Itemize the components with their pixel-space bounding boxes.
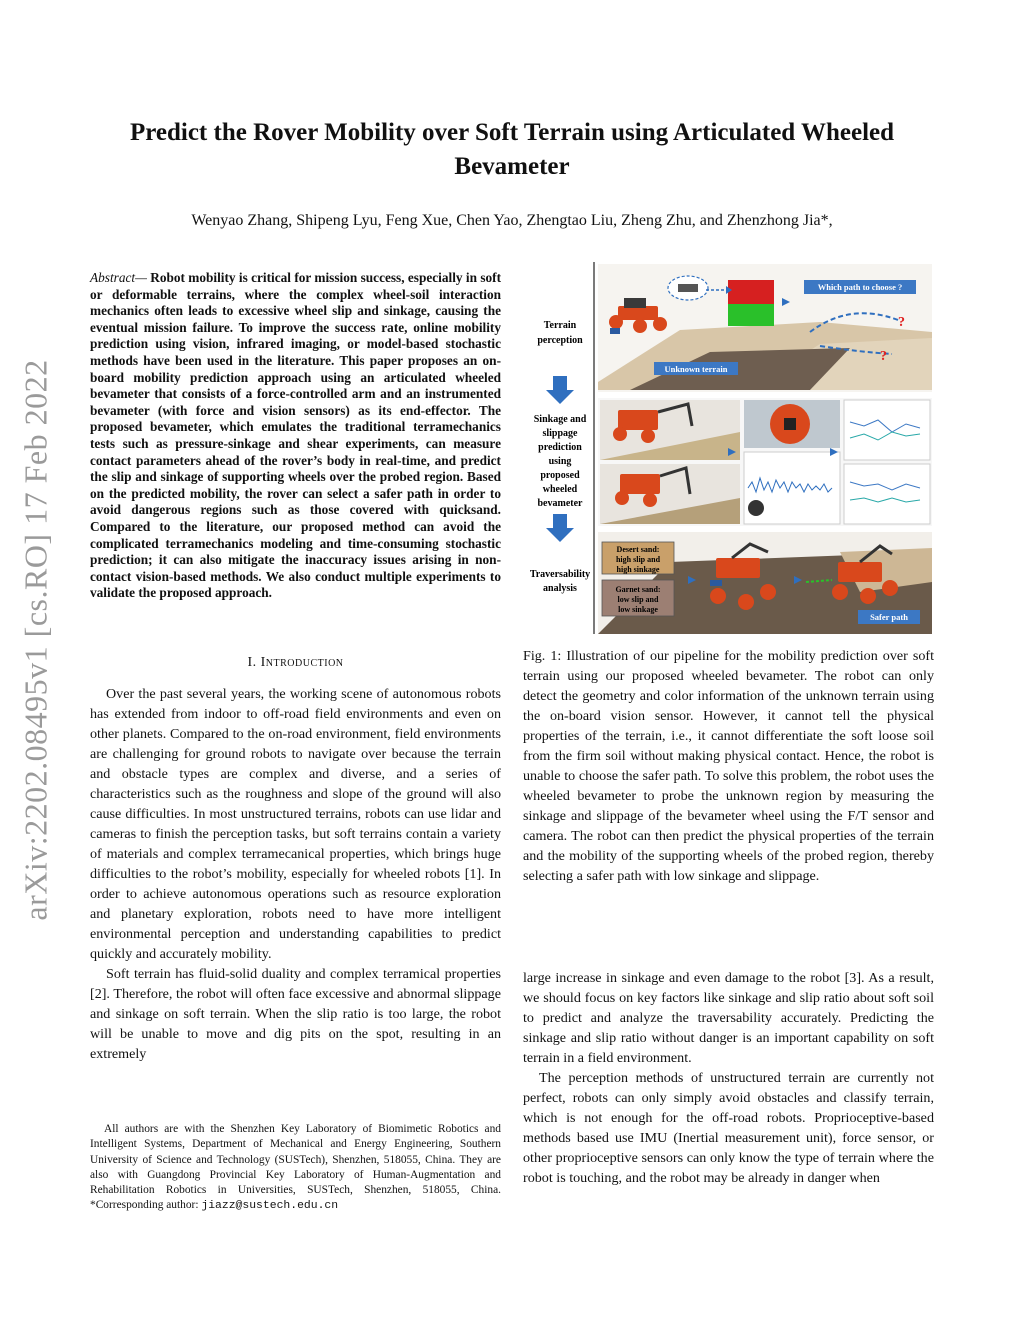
- section-number: I.: [247, 655, 257, 670]
- abstract-label: Abstract: [90, 270, 136, 285]
- abstract: Abstract— Robot mobility is critical for mission success, especially in soft or deformable terrains, where the complex wheel-soil interaction mechanics often leads to excessive wheel slip and sinkage, causing the eventual mission failure. To improve the success rate, online mobility prediction using vision, infrared imaging, or model-based stochastic methods have been used in the literature. This paper proposes an on-board mobility prediction approach using an articulated wheeled bevameter that consists of a force-controlled arm and an instrumented bevameter (with force and vision sensors) as its end-effector. The proposed bevameter, which emulates the traditional terramechanics tests such as pressure-sinkage and shear experiments, can measure contact parameters ahead of the rover’s body in real-time, and predict the slip and sinkage of supporting wheels over the probed region. Based on the predicted mobility, the rover can select a safer path in order to avoid dangerous regions such as those covered with quicksand. Compared to the literature, our proposed method can avoid the complicated terramechanics modeling and time-consuming stochastic prediction; it can also mitigate the inaccuracy issues arising in non-contact vision-based methods. We also conduct multiple experiments to validate the proposed approach.: [90, 270, 501, 601]
- label-desert-sand: Desert sand:: [616, 545, 660, 554]
- svg-text:bevameter: bevameter: [537, 498, 583, 509]
- figure-1-caption: Fig. 1: Illustration of our pipeline for the mobility prediction over soft terrain using our proposed wheeled bevameter. The robot can only detect the geometry and color information of the unknown terrain using the on-board vision sensor. However, it cannot tell the physical properties of the terrain, i.e., it cannot differentiate the soft loose soil from the firm soil without making physical contact. Hence, the robot is unable to choose the safer path. To solve this problem, the robot uses the wheeled bevameter to probe the unknown region by measuring the sinkage and slippage of the bevameter wheel using the F/T sensor and camera. The robot can then predict the physical properties of the terrain and the mobility of the supporting wheels of the probed region, thereby selecting a safer path with low sinkage and slippage.: [523, 648, 934, 884]
- svg-text:prediction: prediction: [538, 442, 582, 453]
- abstract-text: Robot mobility is critical for mission success, especially in soft or deformable terrains, where the complex wheel-soil interaction mechanics often leads to excessive wheel slip and sinkage, causing the eventual mission failure. To improve the success rate, online mobility prediction using vision, infrared imaging, or model-based stochastic methods have been used in the literature. This paper proposes an on-board mobility prediction approach using an articulated wheeled bevameter that consists of a force-controlled arm and an instrumented bevameter (with force and vision sensors) as its end-effector. The proposed bevameter, which emulates the traditional terramechanics tests such as pressure-sinkage and shear experiments, can measure contact parameters ahead of the rover’s body in real-time, and predict the slip and sinkage of supporting wheels over the probed region. Based on the predicted mobility, the rover can select a safer path in order to avoid dangerous regions such as those covered with quicksand. Compared to the literature, our proposed method can avoid the complicated terramechanics modeling and time-consuming stochastic prediction; it can also mitigate the inaccuracy issues arising in non-contact vision-based methods. We also conduct multiple experiments to validate the proposed approach.: [90, 270, 501, 601]
- section-heading-introduction: [90, 655, 501, 671]
- stage-label-sinkage: Sinkage and: [533, 414, 587, 425]
- stage-label-terrain-perception: Terrain: [543, 320, 577, 331]
- stage-label-traversability: Traversability: [529, 569, 591, 580]
- arxiv-sidebar-stamp: [6, 340, 66, 940]
- panel-terrain-perception: [598, 264, 932, 392]
- svg-text:high slip and: high slip and: [615, 555, 661, 564]
- question-mark-1: ?: [898, 315, 905, 330]
- label-unknown-terrain: Unknown terrain: [664, 364, 728, 374]
- intro-paragraph-1: Over the past several years, the working scene of autonomous robots has extended from indoor to off-road field environments and even on other planets. Compared to the on-road environment, field environments are challenging for ground robots to navigate over because the terrain and obstacle types are complex and diverse, and a series of characteristics such as the roughness and slope of the ground will also cause difficulties. In most unstructured terrains, robots can use lidar and cameras to finish the perception tasks, but soft terrains contain a variety of materials and complex terramecanical properties, which brings huge difficulties to the robot’s mobility, especially for wheeled robots [1]. In order to achieve autonomous operations such as resource exploration and planetary exploration, robots need to have more intelligent environmental perception and understanding capabilities to predict quickly and accurately mobility.: [90, 686, 501, 962]
- svg-text:low sinkage: low sinkage: [618, 605, 658, 614]
- svg-text:high sinkage: high sinkage: [616, 565, 660, 574]
- footnote-text: All authors are with the Shenzhen Key Laboratory of Biomimetic Robotics and Intelligent Systems, Department of Mechanical and Energy Engineering, Southern University of Science and Technology (SUSTech), Shenzhen, 518055, China. They are also with Guangdong Provincial Key Laboratory of Human-Augmentation and Rehabilitation Robotics in Universities, SUSTech, Shenzhen, 518055, China. *Corresponding author:: [90, 1123, 501, 1212]
- introduction-body: [90, 684, 501, 1064]
- svg-text:using: using: [548, 456, 572, 467]
- intro-paragraph-2: Soft terrain has fluid-solid duality and complex terramical properties [2]. Therefore, the robot will often face excessive and abnormal slippage and sinkage on soft terrain. When the slip ratio is too large, the robot will be unable to move and dig pits on the spot, resulting in an extremely: [90, 966, 501, 1062]
- right-paragraph-2: The perception methods of unstructured terrain are currently not perfect, robots can only simply avoid obstacles and classify terrain, which is not enough for the off-road robots. Proprioceptive-based methods based use IMU (Inertial measurement unit), force sensor, or other proprioceptive sensors can only know the type of terrain where the robot is touching, and the robot may be already in danger when: [523, 1070, 934, 1186]
- author-footnote: [90, 1122, 501, 1215]
- section-title: Introduction: [260, 655, 344, 670]
- label-garnet-sand: Garnet sand:: [615, 585, 661, 594]
- label-which-path: Which path to choose ?: [817, 282, 903, 292]
- svg-text:low slip and: low slip and: [617, 595, 659, 604]
- svg-text:proposed: proposed: [540, 470, 580, 481]
- svg-text:perception: perception: [537, 335, 583, 346]
- panel-traversability: [598, 532, 932, 634]
- svg-text:analysis: analysis: [543, 583, 577, 594]
- paper-title: Predict the Rover Mobility over Soft Terrain using Articulated Wheeled Bevameter: [129, 119, 895, 180]
- svg-text:slippage: slippage: [542, 428, 578, 439]
- label-safer-path: Safer path: [870, 612, 908, 622]
- down-arrow-2: [546, 514, 574, 542]
- panel-bevameter-prediction: [598, 398, 932, 526]
- author-list: Wenyao Zhang, Shipeng Lyu, Feng Xue, Chen Yao, Zhengtao Liu, Zheng Zhu, and Zhenzhong Jia*,: [191, 212, 833, 229]
- right-paragraph-1: large increase in sinkage and even damage to the robot [3]. As a result, we should focus on key factors like sinkage and slip ratio about soft soil to predict and analyze the traversability accurately. Predicting the sinkage and slip ratio without danger is an important capability on soft terrain in a field environment.: [523, 970, 934, 1066]
- footnote-email: jiazz@sustech.edu.cn: [201, 1200, 339, 1213]
- right-column-body: [523, 968, 934, 1188]
- question-mark-2: ?: [880, 349, 887, 364]
- figure-1: [520, 262, 934, 636]
- down-arrow-1: [546, 376, 574, 404]
- svg-text:wheeled: wheeled: [542, 484, 578, 495]
- arxiv-id: arXiv:2202.08495v1 [cs.RO] 17 Feb 2022: [17, 359, 54, 921]
